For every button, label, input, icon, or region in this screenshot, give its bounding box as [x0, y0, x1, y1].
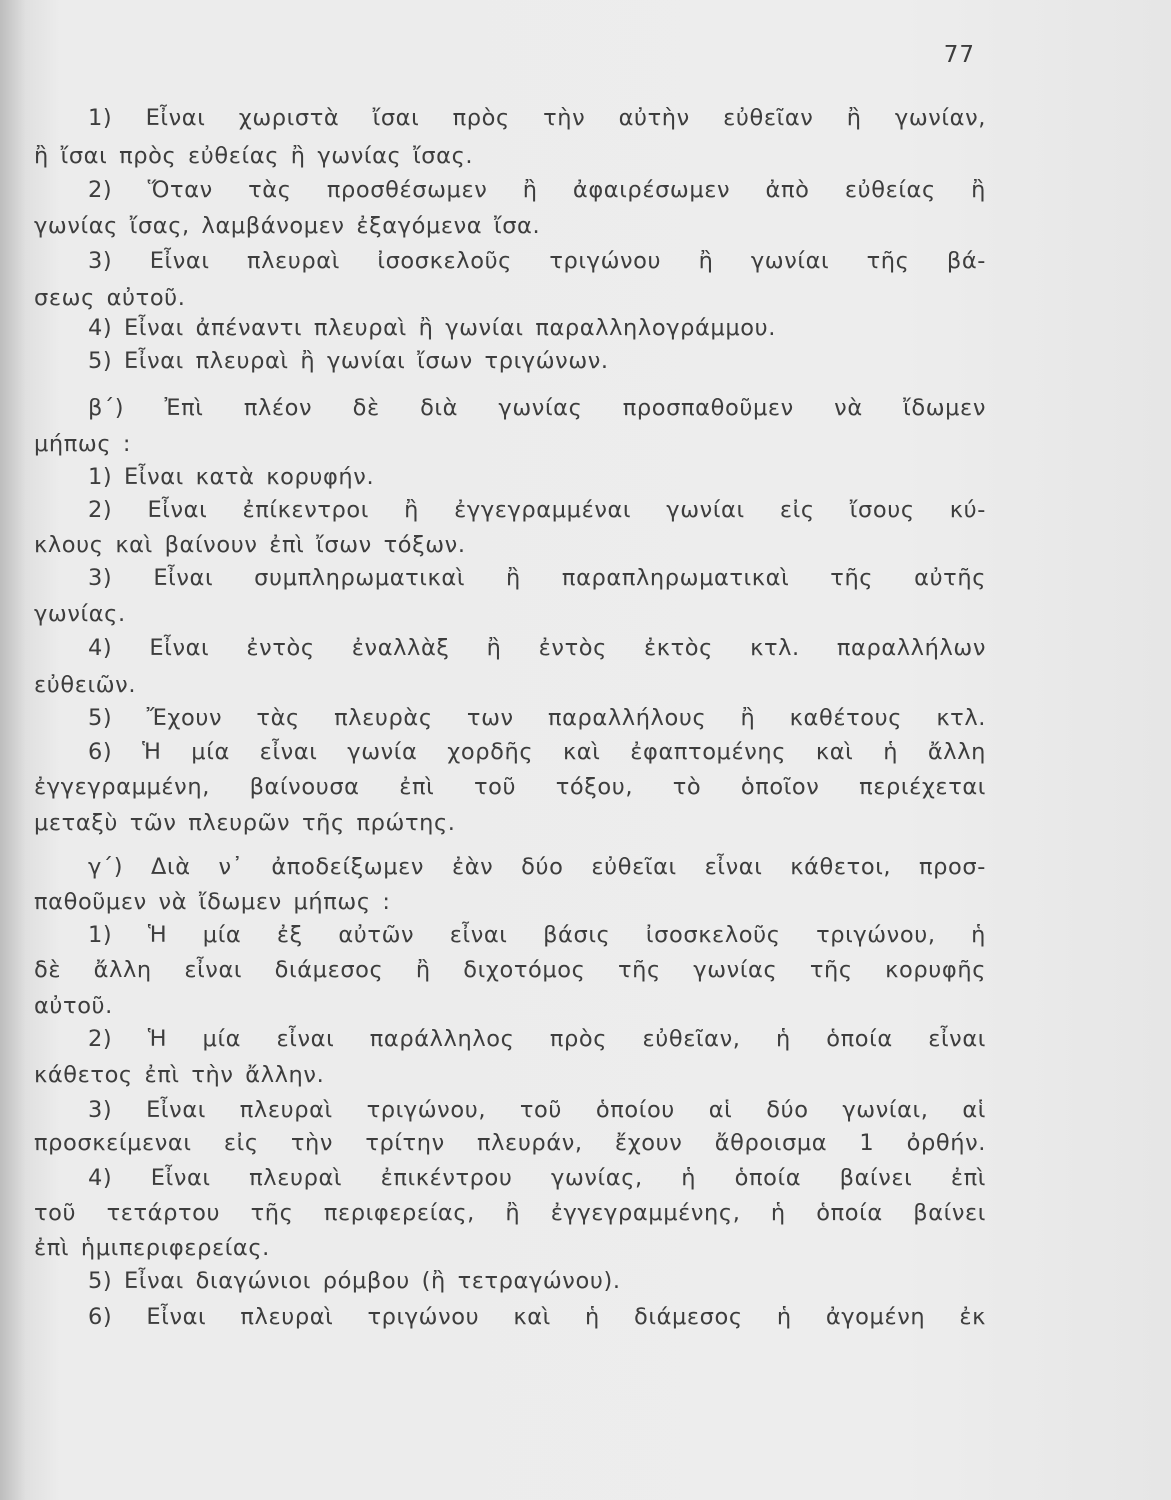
text-line: 3) Εἶναι πλευραὶ ἰσοσκελοῦς τριγώνου ἢ γωνίαι τῆς βά-: [88, 248, 986, 274]
page-number: 77: [943, 42, 975, 68]
text-line: κάθετος ἐπὶ τὴν ἄλλην.: [34, 1062, 325, 1088]
text-line: 3) Εἶναι συμπληρωματικαὶ ἢ παραπληρωματικαὶ τῆς αὐτῆς: [88, 565, 986, 591]
text-line: εὐθειῶν.: [34, 672, 137, 698]
text-line: 2) Εἶναι ἐπίκεντροι ἢ ἐγγεγραμμέναι γωνίαι εἰς ἴσους κύ-: [88, 497, 986, 523]
text-line: 5) Εἶναι διαγώνιοι ρόμβου (ἢ τετραγώνου).: [88, 1268, 621, 1294]
text-line: μεταξὺ τῶν πλευρῶν τῆς πρώτης.: [34, 810, 456, 836]
text-line: ἐπὶ ἡμιπεριφερείας.: [34, 1235, 270, 1261]
text-line: κλους καὶ βαίνουν ἐπὶ ἴσων τόξων.: [34, 532, 466, 558]
text-line: 5) Εἶναι πλευραὶ ἢ γωνίαι ἴσων τριγώνων.: [88, 348, 609, 374]
text-line: μήπως :: [34, 431, 132, 457]
text-line: σεως αὐτοῦ.: [34, 285, 186, 311]
text-line: 4) Εἶναι πλευραὶ ἐπικέντρου γωνίας, ἡ ὁποία βαίνει ἐπὶ: [88, 1165, 986, 1191]
text-line: γωνίας ἴσας, λαμβάνομεν ἐξαγόμενα ἴσα.: [34, 213, 541, 239]
text-line: δὲ ἄλλη εἶναι διάμεσος ἢ διχοτόμος τῆς γωνίας τῆς κορυφῆς: [34, 957, 986, 983]
text-line: γωνίας.: [34, 601, 126, 627]
text-line: τοῦ τετάρτου τῆς περιφερείας, ἢ ἐγγεγραμμένης, ἡ ὁποία βαίνει: [34, 1200, 986, 1226]
text-line: παθοῦμεν νὰ ἴδωμεν μήπως :: [34, 889, 391, 915]
text-line: 3) Εἶναι πλευραὶ τριγώνου, τοῦ ὁποίου αἱ δύο γωνίαι, αἱ: [88, 1097, 986, 1123]
text-line: 2) Ὅταν τὰς προσθέσωμεν ἢ ἀφαιρέσωμεν ἀπὸ εὐθείας ἢ: [88, 177, 986, 203]
text-line: 1) Ἡ μία ἐξ αὐτῶν εἶναι βάσις ἰσοσκελοῦς τριγώνου, ἡ: [88, 922, 986, 948]
text-line: 4) Εἶναι ἀπέναντι πλευραὶ ἢ γωνίαι παραλληλογράμμου.: [88, 315, 776, 341]
text-line: 6) Εἶναι πλευραὶ τριγώνου καὶ ἡ διάμεσος ἡ ἀγομένη ἐκ: [88, 1304, 986, 1330]
text-line: προσκείμεναι εἰς τὴν τρίτην πλευράν, ἔχουν ἄθροισμα 1 ὀρθήν.: [34, 1130, 986, 1156]
text-line: 1) Εἶναι χωριστὰ ἴσαι πρὸς τὴν αὐτὴν εὐθεῖαν ἢ γωνίαν,: [88, 105, 986, 131]
text-line: ἐγγεγραμμένη, βαίνουσα ἐπὶ τοῦ τόξου, τὸ ὁποῖον περιέχεται: [34, 774, 986, 800]
text-line: αὐτοῦ.: [34, 993, 113, 1019]
text-line: 5) Ἔχουν τὰς πλευρὰς των παραλλήλους ἢ καθέτους κτλ.: [88, 705, 986, 731]
text-line: 4) Εἶναι ἐντὸς ἐναλλὰξ ἢ ἐντὸς ἐκτὸς κτλ. παραλλήλων: [88, 635, 986, 661]
text-line: 6) Ἡ μία εἶναι γωνία χορδῆς καὶ ἐφαπτομένης καὶ ἡ ἄλλη: [88, 739, 986, 765]
text-line: ἢ ἴσαι πρὸς εὐθείας ἢ γωνίας ἴσας.: [34, 143, 474, 169]
text-line: β΄) Ἐπὶ πλέον δὲ διὰ γωνίας προσπαθοῦμεν νὰ ἴδωμεν: [88, 395, 986, 421]
text-line: 1) Εἶναι κατὰ κορυφήν.: [88, 464, 375, 490]
text-line: 2) Ἡ μία εἶναι παράλληλος πρὸς εὐθεῖαν, ἡ ὁποία εἶναι: [88, 1026, 986, 1052]
text-line: γ΄) Διὰ ν᾽ ἀποδείξωμεν ἐὰν δύο εὐθεῖαι εἶναι κάθετοι, προσ-: [88, 854, 986, 880]
